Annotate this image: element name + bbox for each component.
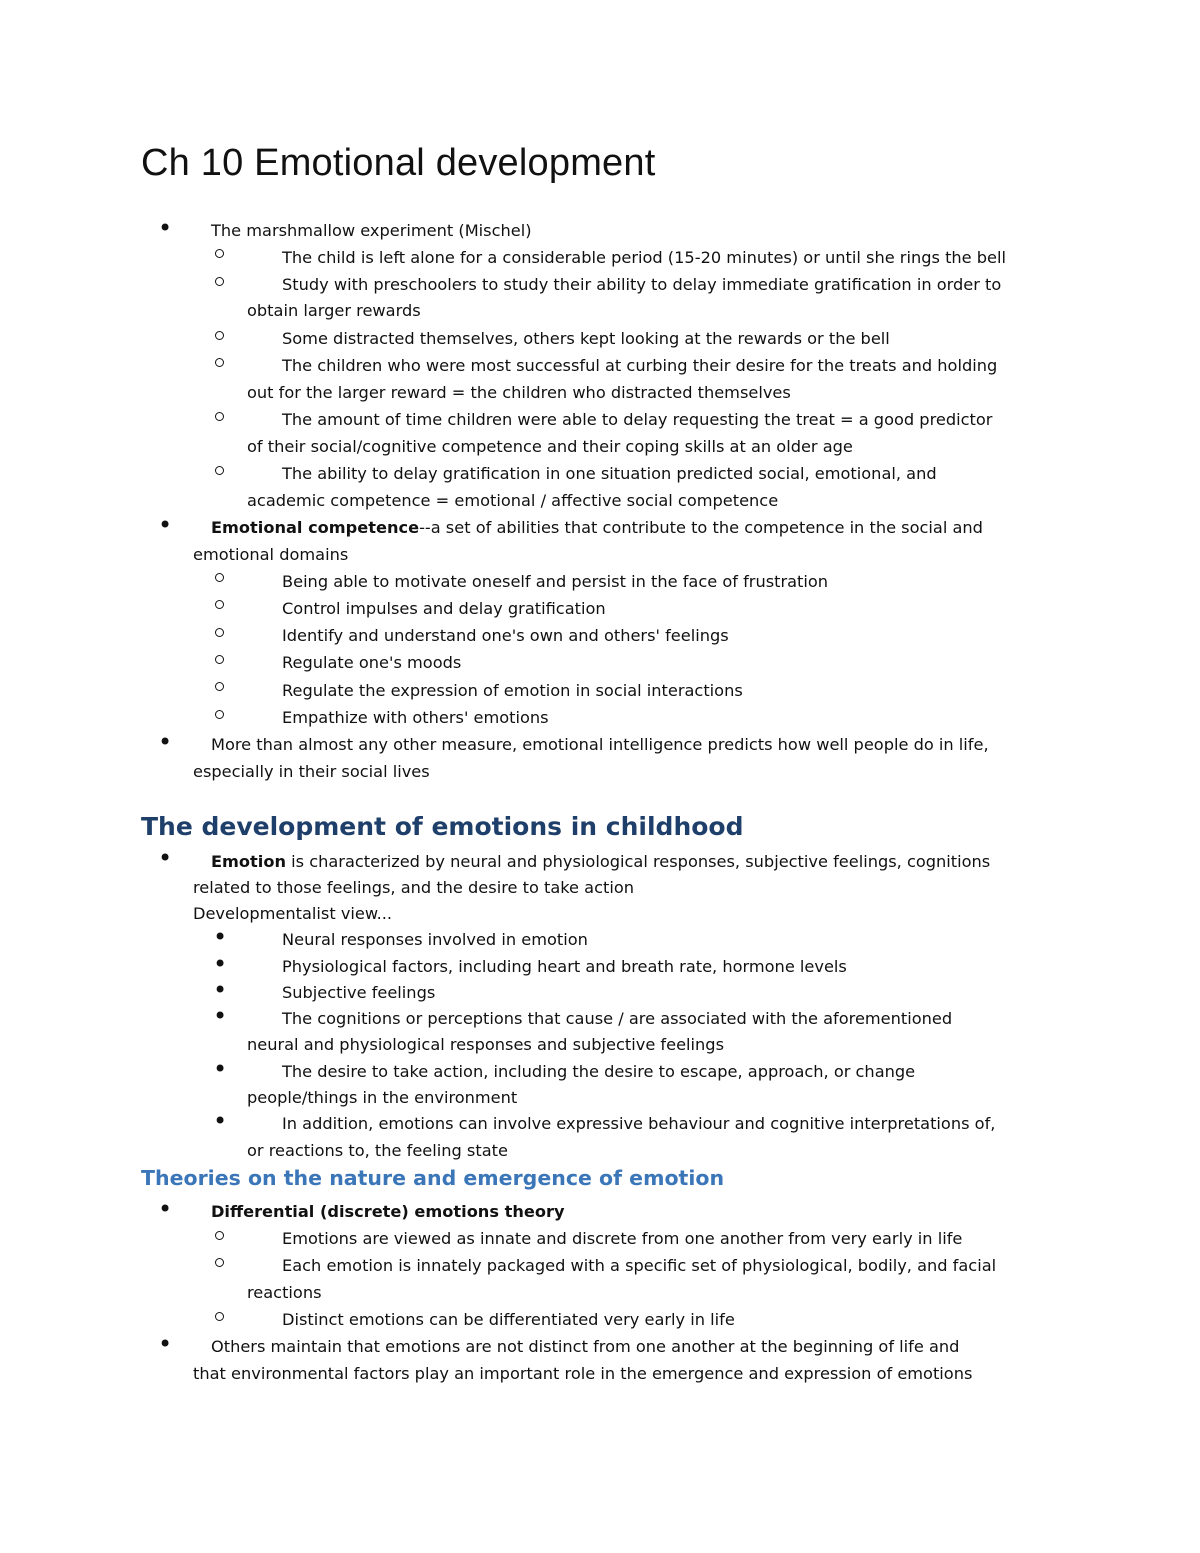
section-subheading: Theories on the nature and emergence of emotion — [141, 1166, 725, 1190]
term-differential-emotions-theory: Differential (discrete) emotions theory — [211, 1202, 565, 1221]
definition-text: --a set of abilities that contribute to the competence in the social and — [419, 518, 983, 537]
bullet-icon: • — [158, 1330, 173, 1358]
bullet-icon: • — [158, 511, 173, 539]
sub-list-item: The children who were most successful at curbing their desire for the treats and holding — [282, 356, 998, 375]
list-item: More than almost any other measure, emotional intelligence predicts how well people do in life, — [211, 735, 989, 754]
list-item-continued: especially in their social lives — [193, 762, 430, 781]
bullet-icon: • — [158, 844, 173, 872]
list-item — [211, 1198, 565, 1225]
circle-bullet-icon — [215, 628, 224, 637]
term-emotional-competence: Emotional competence — [211, 518, 420, 537]
list-item-continued: related to those feelings, and the desire to take action — [193, 878, 634, 897]
circle-bullet-icon — [215, 710, 224, 719]
sub-list-item-continued: or reactions to, the feeling state — [247, 1141, 508, 1160]
list-item: Others maintain that emotions are not distinct from one another at the beginning of life and — [211, 1337, 960, 1356]
sub-list-item: In addition, emotions can involve expressive behaviour and cognitive interpretations of, — [282, 1114, 996, 1133]
sub-list-item: The ability to delay gratification in one situation predicted social, emotional, and — [282, 464, 937, 483]
sub-list-item-continued: academic competence = emotional / affective social competence — [247, 491, 779, 510]
sub-list-item: Regulate the expression of emotion in social interactions — [282, 681, 743, 700]
sub-list-item: Control impulses and delay gratification — [282, 599, 606, 618]
bullet-icon: • — [213, 1055, 228, 1083]
sub-list-item-continued: out for the larger reward = the children who distracted themselves — [247, 383, 791, 402]
sub-list-item: Neural responses involved in emotion — [282, 930, 588, 949]
list-item — [211, 514, 983, 541]
bullet-icon: • — [213, 950, 228, 978]
sub-list-item-continued: of their social/cognitive competence and their coping skills at an older age — [247, 437, 853, 456]
circle-bullet-icon — [215, 655, 224, 664]
sub-list-item-continued: reactions — [247, 1283, 322, 1302]
sub-list-item: Being able to motivate oneself and persist in the face of frustration — [282, 572, 829, 591]
sub-list-item: Some distracted themselves, others kept looking at the rewards or the bell — [282, 329, 890, 348]
list-item-continued: emotional domains — [193, 545, 349, 564]
list-item: The marshmallow experiment (Mischel) — [211, 221, 532, 240]
circle-bullet-icon — [215, 682, 224, 691]
sub-list-item: Subjective feelings — [282, 983, 436, 1002]
sub-list-item: Study with preschoolers to study their ability to delay immediate gratification in order to — [282, 275, 1002, 294]
sub-list-item: Empathize with others' emotions — [282, 708, 549, 727]
circle-bullet-icon — [215, 412, 224, 421]
circle-bullet-icon — [215, 1258, 224, 1267]
circle-bullet-icon — [215, 573, 224, 582]
sub-list-item: Distinct emotions can be differentiated very early in life — [282, 1310, 735, 1329]
sub-list-item: Emotions are viewed as innate and discrete from one another from very early in life — [282, 1229, 963, 1248]
bullet-icon: • — [213, 1107, 228, 1135]
document-title: Ch 10 Emotional development — [141, 142, 656, 184]
bullet-icon: • — [158, 214, 173, 242]
bullet-icon: • — [213, 923, 228, 951]
circle-bullet-icon — [215, 331, 224, 340]
list-item — [211, 848, 990, 875]
circle-bullet-icon — [215, 1231, 224, 1240]
sub-list-item: The cognitions or perceptions that cause / are associated with the aforementioned — [282, 1009, 953, 1028]
sub-list-item: The child is left alone for a considerable period (15-20 minutes) or until she rings the bell — [282, 248, 1007, 267]
list-item-continued: that environmental factors play an important role in the emergence and expression of emotions — [193, 1364, 973, 1383]
section-heading: The development of emotions in childhood — [141, 812, 744, 841]
sub-list-item: Each emotion is innately packaged with a specific set of physiological, bodily, and facial — [282, 1256, 997, 1275]
bullet-icon: • — [213, 1002, 228, 1030]
sub-list-item: The desire to take action, including the desire to escape, approach, or change — [282, 1062, 916, 1081]
bullet-icon: • — [158, 1195, 173, 1223]
sub-list-item: Regulate one's moods — [282, 653, 462, 672]
sub-list-item-continued: obtain larger rewards — [247, 301, 421, 320]
sub-list-item: Physiological factors, including heart and breath rate, hormone levels — [282, 957, 847, 976]
circle-bullet-icon — [215, 249, 224, 258]
list-item-continued: Developmentalist view... — [193, 904, 393, 923]
term-emotion: Emotion — [211, 852, 286, 871]
circle-bullet-icon — [215, 277, 224, 286]
sub-list-item-continued: neural and physiological responses and subjective feelings — [247, 1035, 725, 1054]
definition-text: is characterized by neural and physiological responses, subjective feelings, cognitions — [285, 852, 991, 871]
bullet-icon: • — [158, 728, 173, 756]
sub-list-item-continued: people/things in the environment — [247, 1088, 518, 1107]
sub-list-item: Identify and understand one's own and others' feelings — [282, 626, 729, 645]
circle-bullet-icon — [215, 358, 224, 367]
sub-list-item: The amount of time children were able to delay requesting the treat = a good predictor — [282, 410, 993, 429]
circle-bullet-icon — [215, 600, 224, 609]
circle-bullet-icon — [215, 1312, 224, 1321]
bullet-icon: • — [213, 976, 228, 1004]
circle-bullet-icon — [215, 466, 224, 475]
